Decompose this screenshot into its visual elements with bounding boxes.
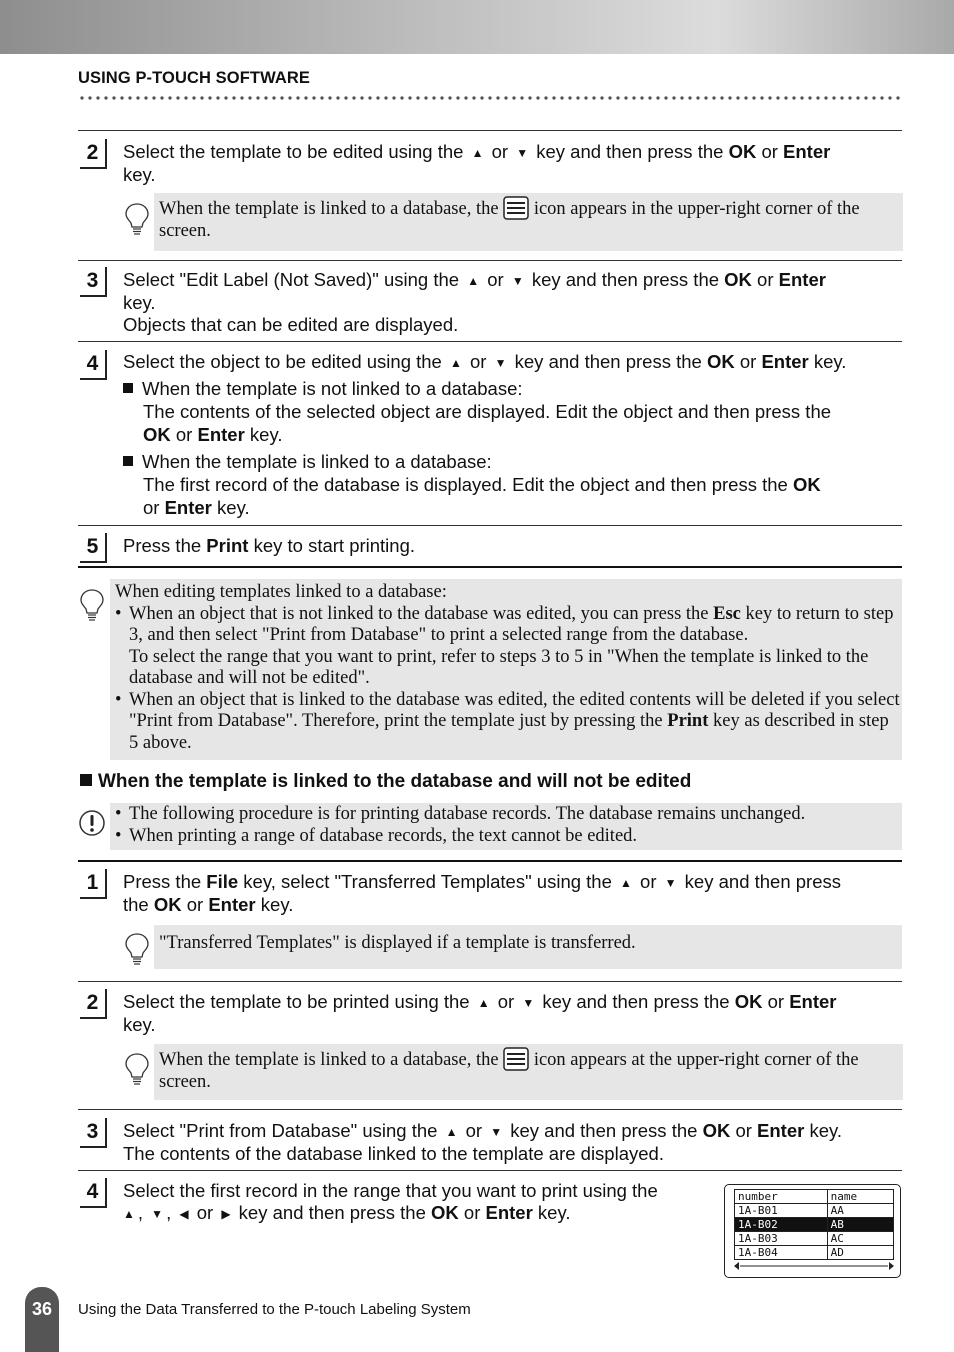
table-row: 1A-B01 AA <box>735 1204 894 1218</box>
caution-bullet: • The following procedure is for printing database records. The database remains unchanged. <box>115 804 902 826</box>
step-number: 3 <box>80 1118 107 1148</box>
up-arrow-icon: ▲ <box>477 996 490 1010</box>
lightbulb-hint-icon <box>79 588 105 622</box>
step-number: 4 <box>80 350 107 380</box>
left-arrow-icon: ◀ <box>179 1207 189 1221</box>
step-number: 1 <box>80 869 107 899</box>
step-result-text: The contents of the database linked to the template are displayed. <box>123 1143 664 1164</box>
page-number: 36 <box>25 1287 59 1352</box>
step-number: 4 <box>80 1178 107 1208</box>
table-row: 1A-B03 AC <box>735 1232 894 1246</box>
case-not-linked: When the template is not linked to a database: The contents of the selected object are displayed. Edit the object and then press the OK or Enter key. <box>123 377 903 446</box>
step-divider <box>78 1109 902 1110</box>
lightbulb-hint-icon <box>124 202 150 236</box>
step-result-text: Objects that can be edited are displayed. <box>123 314 459 335</box>
square-bullet-icon <box>123 456 133 466</box>
caution-bullet: • When printing a range of database records, the text cannot be edited. <box>115 826 902 848</box>
section-title: USING P-TOUCH SOFTWARE <box>78 69 310 87</box>
section-divider <box>78 566 902 568</box>
note-bullet: • When an object that is linked to the database was edited, the edited contents will be deleted if you select "Print from Database". Therefore, print the template just by pressing the Print key as described in step 5 above. <box>115 690 902 755</box>
case-title: When the template is not linked to a database: <box>142 378 523 399</box>
case-linked: When the template is linked to a database: The first record of the database is displayed. Edit the object and then press the OK or Enter key. <box>123 450 903 519</box>
section-divider <box>78 860 902 862</box>
down-arrow-icon: ▼ <box>490 1125 503 1139</box>
down-arrow-icon: ▼ <box>151 1207 164 1221</box>
step-divider <box>78 1170 902 1171</box>
table-header-row <box>735 1190 894 1204</box>
lcd-screen-preview <box>724 1184 901 1278</box>
up-arrow-icon: ▲ <box>123 1207 135 1221</box>
up-arrow-icon: ▲ <box>449 356 462 370</box>
lightbulb-hint-icon <box>124 932 150 966</box>
database-record-table <box>734 1189 894 1260</box>
right-arrow-icon: ▶ <box>221 1207 231 1221</box>
step-divider <box>78 341 902 342</box>
dotted-divider <box>78 95 902 101</box>
table-row-selected: 1A-B02 AB <box>735 1218 894 1232</box>
hint-note: "Transferred Templates" is displayed if a template is transferred. <box>154 925 902 969</box>
step-number: 2 <box>80 139 107 169</box>
note-bullet: • When an object that is not linked to the database was edited, you can press the Esc key to return to step 3, and then select "Print from Database" to print a selected range from the database. To select the range that you want to print, refer to steps 3 to 5 in "When the template is linked to the database and will not be edited". <box>115 604 902 690</box>
hint-note: When the template is linked to a database, the icon appears in the upper-right corner of the screen. <box>154 193 903 251</box>
down-arrow-icon: ▼ <box>664 876 677 890</box>
hint-note: When the template is linked to a database, the icon appears at the upper-right corner of the screen. <box>154 1044 903 1100</box>
scrollbar <box>734 1261 894 1271</box>
step-text: Select "Print from Database" using the ▲ or ▼ key and then press the OK or Enter key. The contents of the database linked to the template are displayed. <box>123 1120 843 1164</box>
database-icon <box>503 1047 529 1071</box>
down-arrow-icon: ▼ <box>494 356 507 370</box>
step-number: 3 <box>80 267 107 297</box>
step-text: Select "Edit Label (Not Saved)" using the ▲ or ▼ key and then press the OK or Enter key. Objects that can be edited are displayed. <box>123 269 826 335</box>
step-number: 2 <box>80 989 107 1019</box>
step-text: Select the first record in the range that you want to print using the ▲ , ▼ , ◀ or ▶ key and then press the OK or Enter key. <box>123 1180 658 1223</box>
down-arrow-icon: ▼ <box>511 274 524 288</box>
up-arrow-icon: ▲ <box>467 274 480 288</box>
note-intro: When editing templates linked to a database: <box>115 582 447 602</box>
step-number: 5 <box>80 533 107 563</box>
step-text: Press the Print key to start printing. <box>123 535 416 556</box>
step-text: Press the File key, select "Transferred Templates" using the ▲ or ▼ key and then press the OK or Enter key. <box>123 871 842 915</box>
table-row: 1A-B04 AD <box>735 1246 894 1260</box>
up-arrow-icon: ▲ <box>620 876 632 890</box>
caution-note <box>110 803 902 850</box>
subheading: When the template is linked to the database and will not be edited <box>80 771 691 793</box>
case-title: When the template is linked to a database: <box>142 451 492 472</box>
database-icon <box>503 196 529 220</box>
step-divider <box>78 130 902 131</box>
editing-note <box>110 579 902 760</box>
step-divider <box>78 525 902 526</box>
lightbulb-hint-icon <box>124 1052 150 1086</box>
down-arrow-icon: ▼ <box>522 996 535 1010</box>
down-arrow-icon: ▼ <box>516 146 529 160</box>
header-bar <box>0 0 954 54</box>
up-arrow-icon: ▲ <box>471 146 484 160</box>
step-divider <box>78 260 902 261</box>
column-header: name <box>827 1190 893 1204</box>
step-divider <box>78 981 902 982</box>
column-header: number <box>735 1190 828 1204</box>
step-text: Select the template to be edited using the ▲ or ▼ key and then press the OK or Enter key. <box>123 141 831 185</box>
square-bullet-icon <box>80 774 92 786</box>
step-text: Select the template to be printed using the ▲ or ▼ key and then press the OK or Enter key. <box>123 991 837 1035</box>
up-arrow-icon: ▲ <box>445 1125 458 1139</box>
caution-icon <box>78 809 106 837</box>
step-text: Select the object to be edited using the ▲ or ▼ key and then press the OK or Enter key. <box>123 351 847 372</box>
footer-text: Using the Data Transferred to the P-touch Labeling System <box>78 1301 471 1318</box>
square-bullet-icon <box>123 383 133 393</box>
